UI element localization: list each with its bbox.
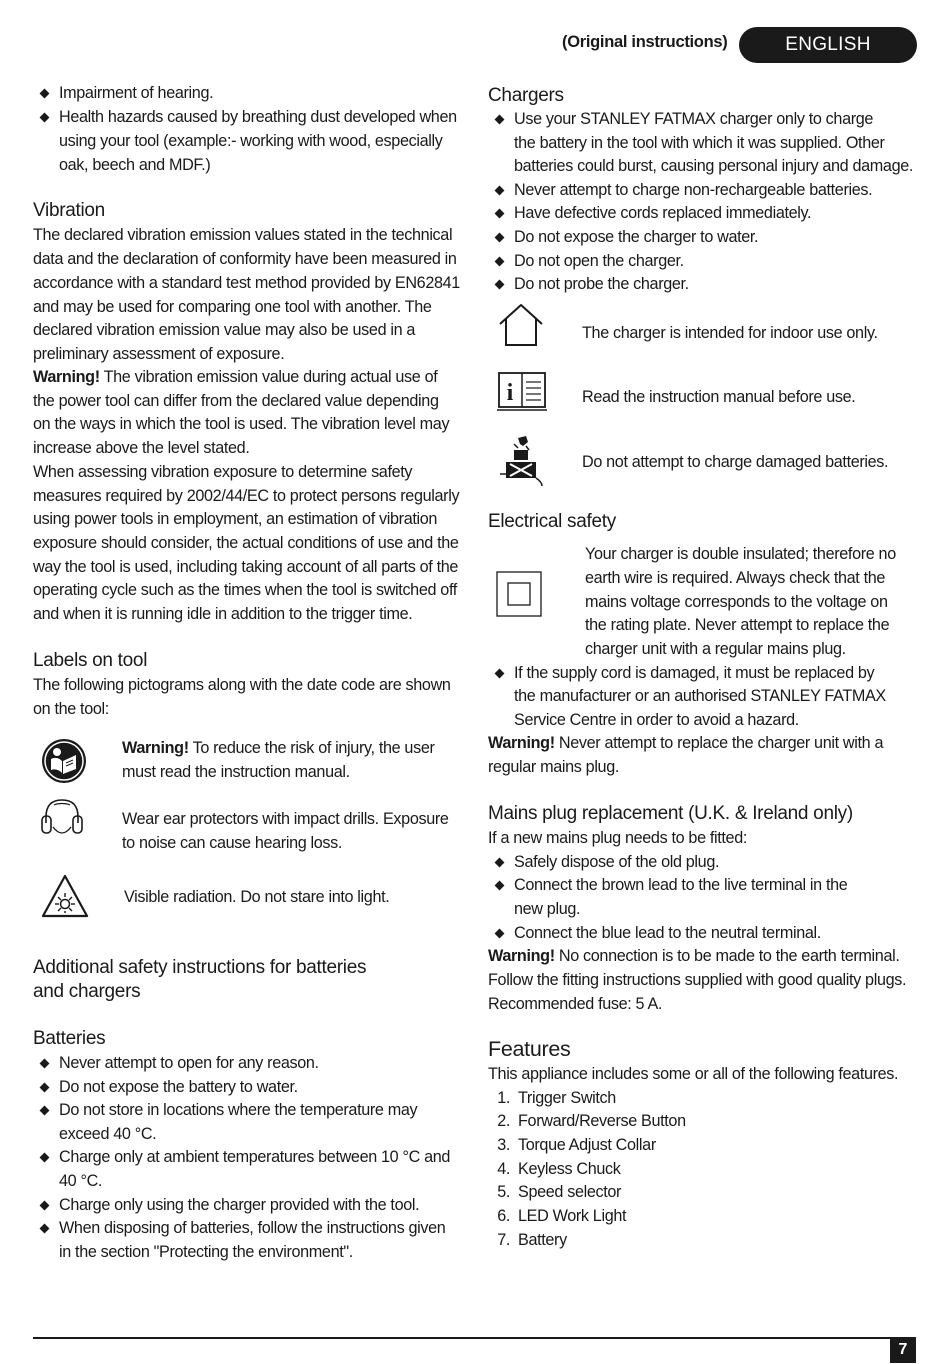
visible-radiation-warning-icon xyxy=(40,873,90,919)
double-insulation-icon xyxy=(496,571,542,617)
diamond-bullet-icon xyxy=(495,257,505,267)
paragraph-line: and when it is running idle in addition to the trigger time. xyxy=(33,605,413,623)
diamond-bullet-icon xyxy=(495,186,505,196)
paragraph-line: The declared vibration emission values stated in the technical xyxy=(33,226,453,244)
paragraph-line: charger unit with a regular mains plug. xyxy=(585,640,846,658)
paragraph-line: increase above the level stated. xyxy=(33,439,250,457)
list-item: Impairment of hearing. xyxy=(33,82,213,106)
diamond-bullet-icon xyxy=(495,233,505,243)
feature-item: 2. Forward/Reverse Button xyxy=(497,1112,686,1130)
paragraph-line: data and the declaration of conformity have been measured in xyxy=(33,250,457,268)
language-badge: ENGLISH xyxy=(739,27,917,63)
list-item: Health hazards caused by breathing dust developed when xyxy=(33,106,457,130)
list-item-continuation: Service Centre in order to avoid a hazard. xyxy=(514,711,799,729)
read-instruction-book-icon xyxy=(496,370,548,414)
section-title-vibration: Vibration xyxy=(33,200,105,221)
diamond-bullet-icon xyxy=(495,881,505,891)
paragraph-line: on the ways in which the tool is used. The vibration level may xyxy=(33,415,450,433)
paragraph-line: mains voltage corresponds to the voltage on xyxy=(585,593,888,611)
paragraph-line: Follow the fitting instructions supplied with good quality plugs. xyxy=(488,971,907,989)
list-item: Do not expose the battery to water. xyxy=(33,1076,298,1100)
list-item: Never attempt to charge non-rechargeable batteries. xyxy=(488,179,872,203)
diamond-bullet-icon xyxy=(40,89,50,99)
list-item: Connect the blue lead to the neutral terminal. xyxy=(488,922,821,946)
feature-item: 4. Keyless Chuck xyxy=(497,1160,621,1178)
list-item: Charge only using the charger provided with the tool. xyxy=(33,1194,419,1218)
list-item: When disposing of batteries, follow the instructions given xyxy=(33,1217,445,1241)
list-item-continuation: batteries could burst, causing personal injury and damage. xyxy=(514,157,914,175)
list-item-continuation: the manufacturer or an authorised STANLEY FATMAX xyxy=(514,687,886,705)
list-item-continuation: 40 °C. xyxy=(59,1172,103,1190)
diamond-bullet-icon xyxy=(40,1201,50,1211)
list-item: Charge only at ambient temperatures between 10 °C and xyxy=(33,1146,450,1170)
ear-protection-icon xyxy=(40,797,84,841)
diamond-bullet-icon xyxy=(495,929,505,939)
paragraph-line: regular mains plug. xyxy=(488,758,620,776)
icon-caption: Read the instruction manual before use. xyxy=(582,388,856,406)
pictogram-text: must read the instruction manual. xyxy=(122,763,350,781)
section-title-additional: Additional safety instructions for batteries xyxy=(33,957,367,978)
warning-label: Warning! xyxy=(488,734,555,752)
paragraph-line: exposure should consider, the actual conditions of use and the xyxy=(33,534,459,552)
diamond-bullet-icon xyxy=(40,1083,50,1093)
paragraph-line: the power tool can differ from the declared value depending xyxy=(33,392,439,410)
icon-caption: The charger is intended for indoor use only. xyxy=(582,324,878,342)
list-item-continuation: oak, beech and MDF.) xyxy=(59,156,211,174)
diamond-bullet-icon xyxy=(495,858,505,868)
list-item-continuation: using your tool (example:- working with wood, especially xyxy=(59,132,443,150)
warning-label: Warning! xyxy=(33,368,100,386)
paragraph-line: This appliance includes some or all of the following features. xyxy=(488,1065,899,1083)
pictogram-text: Warning! To reduce the risk of injury, the user xyxy=(122,739,435,757)
section-title-electrical-safety: Electrical safety xyxy=(488,511,616,532)
list-item: If the supply cord is damaged, it must be replaced by xyxy=(488,662,874,686)
section-title-batteries: Batteries xyxy=(33,1028,106,1049)
paragraph-line: on the tool: xyxy=(33,700,109,718)
diamond-bullet-icon xyxy=(40,1153,50,1163)
indoor-use-house-icon xyxy=(496,302,546,348)
read-manual-icon xyxy=(40,737,88,785)
diamond-bullet-icon xyxy=(40,113,50,123)
paragraph-line: preliminary assessment of exposure. xyxy=(33,345,285,363)
damaged-battery-icon xyxy=(496,434,546,486)
paragraph-line: using power tools in employment, an estimation of vibration xyxy=(33,510,438,528)
paragraph-line: Your charger is double insulated; therefore no xyxy=(585,545,896,563)
feature-item: 6. LED Work Light xyxy=(497,1207,627,1225)
section-title-features: Features xyxy=(488,1037,571,1061)
paragraph-line: way the tool is used, including taking account of all parts of the xyxy=(33,558,459,576)
list-item-continuation: exceed 40 °C. xyxy=(59,1125,157,1143)
section-title-labels: Labels on tool xyxy=(33,650,148,671)
list-item: Never attempt to open for any reason. xyxy=(33,1052,319,1076)
list-item-continuation: the battery in the tool with which it was supplied. Other xyxy=(514,134,885,152)
feature-item: 3. Torque Adjust Collar xyxy=(497,1136,656,1154)
original-instructions-label: (Original instructions) xyxy=(562,33,728,51)
paragraph-line: When assessing vibration exposure to determine safety xyxy=(33,463,413,481)
section-title-mains-plug: Mains plug replacement (U.K. & Ireland only) xyxy=(488,803,853,824)
diamond-bullet-icon xyxy=(495,209,505,219)
warning-label: Warning! xyxy=(488,947,555,965)
paragraph-line: The following pictograms along with the date code are shown xyxy=(33,676,451,694)
diamond-bullet-icon xyxy=(495,669,505,679)
feature-item: 7. Battery xyxy=(497,1231,567,1249)
svg-text:i: i xyxy=(506,380,514,406)
list-item-continuation: in the section "Protecting the environment". xyxy=(59,1243,353,1261)
page-number: 7 xyxy=(890,1337,916,1363)
pictogram-text: Visible radiation. Do not stare into light. xyxy=(124,888,390,906)
warning-label: Warning! xyxy=(122,739,189,757)
list-item: Do not expose the charger to water. xyxy=(488,226,758,250)
paragraph-line: earth wire is required. Always check that the xyxy=(585,569,886,587)
list-item: Use your STANLEY FATMAX charger only to charge xyxy=(488,108,873,132)
pictogram-text: to noise can cause hearing loss. xyxy=(122,834,343,852)
paragraph-line: the rating plate. Never attempt to replace the xyxy=(585,616,890,634)
pictogram-text: Wear ear protectors with impact drills. Exposure xyxy=(122,810,449,828)
section-title-chargers: Chargers xyxy=(488,85,564,106)
paragraph-line: operating cycle such as the times when the tool is switched off xyxy=(33,581,457,599)
list-item: Do not store in locations where the temperature may xyxy=(33,1099,417,1123)
diamond-bullet-icon xyxy=(40,1059,50,1069)
warning-line: Warning! Never attempt to replace the charger unit with a xyxy=(488,734,884,752)
warning-line: Warning! The vibration emission value during actual use of xyxy=(33,368,438,386)
paragraph-line: Recommended fuse: 5 A. xyxy=(488,995,663,1013)
list-item-continuation: new plug. xyxy=(514,900,581,918)
list-item: Do not probe the charger. xyxy=(488,273,689,297)
diamond-bullet-icon xyxy=(495,115,505,125)
section-title-additional-cont: and chargers xyxy=(33,981,141,1002)
icon-caption: Do not attempt to charge damaged batteries. xyxy=(582,453,889,471)
paragraph-line: If a new mains plug needs to be fitted: xyxy=(488,829,748,847)
list-item: Safely dispose of the old plug. xyxy=(488,851,719,875)
diamond-bullet-icon xyxy=(40,1224,50,1234)
paragraph-line: declared vibration emission value may also be used in a xyxy=(33,321,416,339)
warning-line: Warning! No connection is to be made to the earth terminal. xyxy=(488,947,900,965)
footer-divider xyxy=(33,1337,916,1339)
paragraph-line: and may be used for comparing one tool with another. The xyxy=(33,298,432,316)
list-item: Connect the brown lead to the live terminal in the xyxy=(488,874,847,898)
diamond-bullet-icon xyxy=(40,1106,50,1116)
feature-item: 5. Speed selector xyxy=(497,1183,622,1201)
paragraph-line: accordance with a standard test method provided by EN62841 xyxy=(33,274,460,292)
list-item: Have defective cords replaced immediately. xyxy=(488,202,811,226)
paragraph-line: measures required by 2002/44/EC to protect persons regularly xyxy=(33,487,460,505)
diamond-bullet-icon xyxy=(495,280,505,290)
feature-item: 1. Trigger Switch xyxy=(497,1089,616,1107)
list-item: Do not open the charger. xyxy=(488,250,684,274)
